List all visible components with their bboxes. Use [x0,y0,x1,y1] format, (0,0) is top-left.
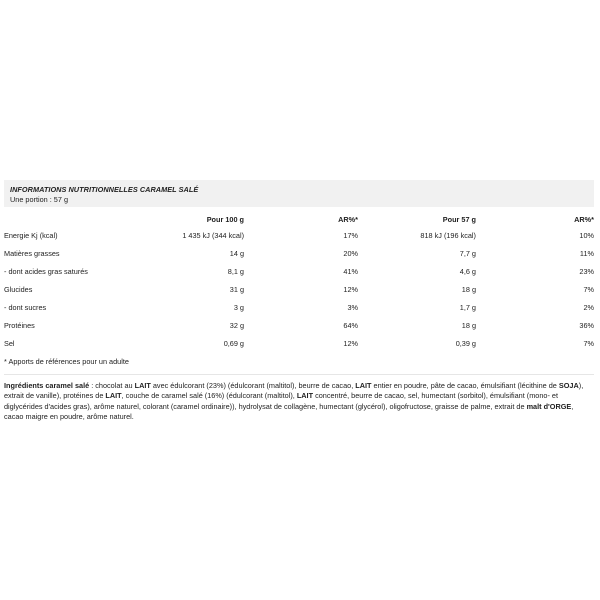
nutrient-label: Matières grasses [4,249,60,258]
nutrient-value: 12% [343,339,358,348]
nutrient-value: 2% [583,303,594,312]
nutrient-label: Glucides [4,285,33,294]
nutrient-value: 8,1 g [227,267,244,276]
nutrient-value: 3 g [233,303,244,312]
nutrition-table [4,213,594,353]
nutrient-value: 17% [343,231,358,240]
nutrient-value: 11% [579,249,594,258]
ingredient-highlight: LAIT [355,381,372,390]
nutrient-value: 41% [343,267,358,276]
ingredient-text: entier en poudre, pâte de cacao, émulsifiant (lécithine de [371,381,559,390]
ingredient-text: , couche de caramel salé (16%) (édulcorant (maltitol), [121,391,297,401]
footnote: * Apports de références pour un adulte [4,357,129,366]
nutrient-value: 36% [579,321,594,330]
ingredient-text: concentré, beurre de cacao, sel, humectant (sorbitol), émulsifiant (mono- et diglycérides d'acides gras), arôme naturel, colorant (caramel ordinaire)), hydrolysat de collagène, humectant (glycérol), oligofructose, graisse de palme, extrait de [4,391,559,411]
nutrient-value: 18 g [461,285,476,294]
nutrient-value: 32 g [229,321,244,330]
divider [4,374,594,375]
ingredients-text [4,381,589,423]
ingredient-text: ), extrait de vanille), protéines de [4,381,584,401]
column-header: AR%* [574,215,594,224]
ingredient-highlight: LAIT [296,391,314,401]
nutrient-label: - dont sucres [4,303,47,312]
nutrient-value: 7,7 g [459,249,476,258]
ingredient-highlight: LAIT [105,391,122,401]
ingredient-text: avec édulcorant (23%) (édulcorant (maltitol), beurre de cacao, [150,381,356,390]
nutrient-value: 64% [343,321,358,330]
ingredient-highlight: LAIT [134,381,151,390]
table-header-row [4,213,594,227]
ingredient-highlight: Ingrédients caramel salé [4,381,90,390]
ingredient-text: : chocolat au [89,381,135,390]
nutrient-value: 0,39 g [455,339,476,348]
nutrient-value: 10% [579,231,594,240]
nutrient-value: 1,7 g [459,303,476,312]
nutrient-value: 818 kJ (196 kcal) [420,231,476,240]
nutrient-value: 18 g [461,321,476,330]
nutrient-value: 1 435 kJ (344 kcal) [182,231,244,240]
ingredient-highlight: malt d'ORGE [526,401,572,411]
table-row [4,317,594,335]
nutrient-value: 0,69 g [223,339,244,348]
nutrient-value: 3% [347,303,358,312]
nutrient-value: 31 g [229,285,244,294]
nutrition-panel [4,180,594,423]
nutrient-value: 4,6 g [459,267,476,276]
column-header: Pour 100 g [206,215,244,224]
nutrient-value: 14 g [229,249,244,258]
nutrition-title: INFORMATIONS NUTRITIONNELLES CARAMEL SALÉ [10,185,199,194]
nutrition-header [4,180,594,207]
nutrient-label: Protéines [4,321,35,330]
nutrient-label: - dont acides gras saturés [4,267,88,276]
nutrient-value: 12% [343,285,358,294]
nutrient-label: Sel [4,339,15,348]
table-row [4,335,594,353]
nutrient-value: 7% [583,285,594,294]
table-row [4,299,594,317]
ingredient-text: , cacao maigre en poudre, arôme naturel. [4,401,574,422]
nutrient-value: 23% [579,267,594,276]
column-header: Pour 57 g [442,215,476,224]
portion-size: Une portion : 57 g [10,195,69,204]
nutrient-value: 20% [343,249,358,258]
table-row [4,281,594,299]
column-header [4,213,144,227]
column-header: AR%* [338,215,358,224]
table-row [4,263,594,281]
nutrient-value: 7% [583,339,594,348]
table-row [4,245,594,263]
table-row [4,227,594,245]
ingredient-highlight: SOJA [558,381,579,390]
nutrient-label: Energie Kj (kcal) [4,231,58,240]
